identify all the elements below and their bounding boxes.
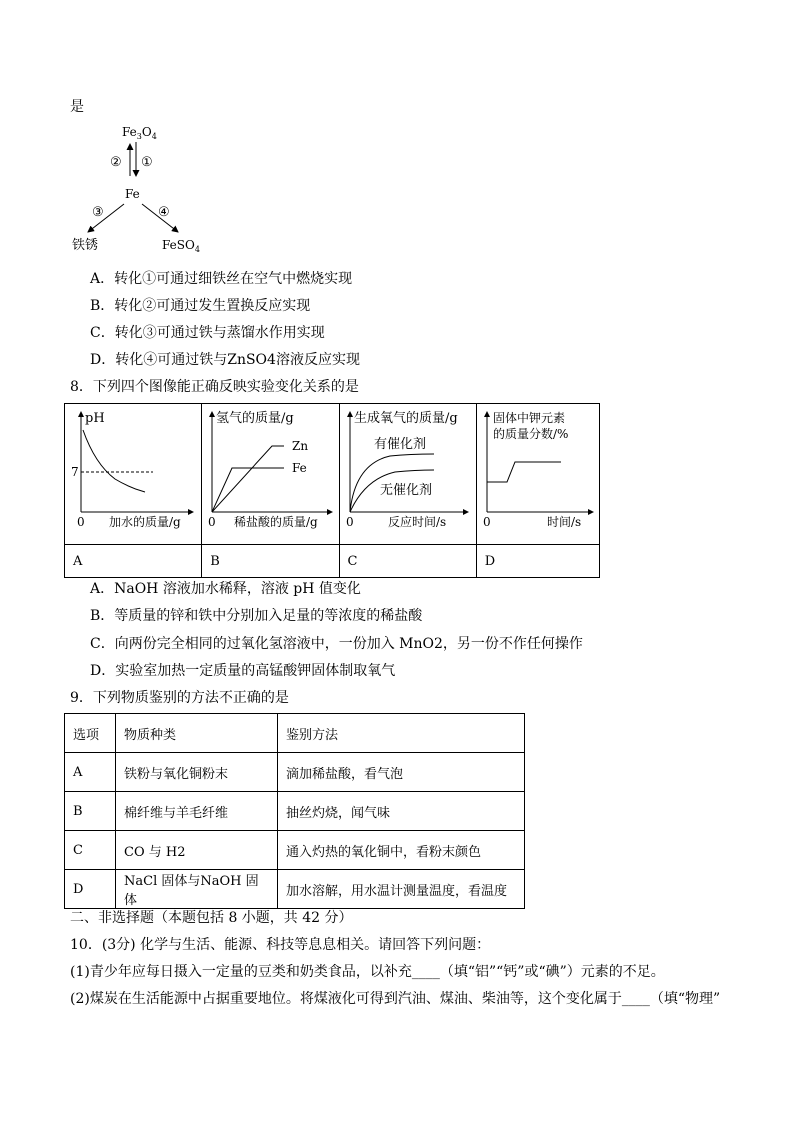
graph-c-with-label: 有催化剂 [373,437,426,452]
graph-b-xlabel: 稀盐酸的质量/g [234,515,318,529]
rust-label: 铁锈 [72,238,99,253]
num-1: ① [141,155,153,170]
q9-header-substance: 物质种类 [116,714,278,753]
graph-b [202,404,336,540]
iron-conversion-diagram [70,118,220,258]
q8-option-c: C．向两份完全相同的过氧化氢溶液中，一份加入 MnO2，另一份不作任何操作 [90,636,583,652]
q9-header-option: 选项 [65,714,116,753]
q7-option-d: D．转化④可通过铁与ZnSO4溶液反应实现 [90,352,360,368]
continued-text: 是 [70,99,84,115]
graph-a-ref: 7 [71,465,79,479]
fe-label: Fe [125,187,140,201]
q10-stem: 10．(3分) 化学与生活、能源、科技等息息相关。请回答下列问题： [70,937,491,953]
graph-a-xlabel: 加水的质量/g [109,515,181,529]
q7-option-c: C．转化③可通过铁与蒸馏水作用实现 [90,325,325,341]
q8-graph-table [64,403,600,578]
graph-b-zn-label: Zn [292,439,309,453]
num-4: ④ [158,205,170,220]
label-a: A [65,545,202,578]
q8-option-a: A．NaOH 溶液加水稀释，溶液 pH 值变化 [90,581,361,597]
graph-b-zn [212,468,284,512]
graph-d-origin: 0 [482,515,491,529]
q9-stem: 9．下列物质鉴别的方法不正确的是 [70,690,289,706]
q8-stem: 8．下列四个图像能正确反映实验变化关系的是 [70,379,359,395]
table-row: A 铁粉与氧化铜粉末 滴加稀盐酸，看气泡 [65,753,525,792]
graph-b-origin: 0 [208,515,216,529]
graph-a-curve [83,430,145,492]
table-row: C CO 与 H2 通入灼热的氧化铜中，看粉末颜色 [65,831,525,870]
graph-b-ylabel: 氢气的质量/g [216,411,294,426]
graph-d-ylabel-1: 固体中钾元素 [492,411,565,425]
num-3: ③ [92,205,104,220]
label-c: C [339,545,476,578]
graph-c [340,404,474,540]
label-d: D [476,545,599,578]
q7-option-a: A．转化①可通过细铁丝在空气中燃烧实现 [90,271,353,287]
section-2-heading: 二、非选择题（本题包括 8 小题，共 42 分） [70,910,353,926]
q10-part-2: (2)煤炭在生活能源中占据重要地位。将煤液化可得到汽油、煤油、柴油等，这个变化属于____（填“物理” [70,991,721,1007]
graph-b-fe [212,446,284,512]
fe3o4-label: $Fe_3O_4$ [122,125,157,141]
q9-header-method: 鉴别方法 [278,714,525,753]
table-row: B 棉纤维与羊毛纤维 抽丝灼烧，闻气味 [65,792,525,831]
feso4-label: FeSO$_4$ [162,238,200,254]
table-row: D NaCl 固体与NaOH 固体 加水溶解，用水温计测量温度，看温度 [65,870,525,909]
graph-c-origin: 0 [345,515,354,529]
graph-d-xlabel: 时间/s [546,515,581,529]
q7-option-b: B．转化②可通过发生置换反应实现 [90,298,311,314]
graph-a [65,404,199,540]
q10-part-1: (1)青少年应每日摄入一定量的豆类和奶类食品，以补充____（填“铝”“钙”或“碘”）元素的不足。 [70,964,665,980]
graph-c-ylabel: 生成氧气的质量/g [353,411,458,426]
q9-table [64,713,525,909]
graph-a-ylabel: pH [85,411,105,426]
graph-b-fe-label: Fe [292,461,308,475]
label-b: B [202,545,339,578]
q8-option-b: B．等质量的锌和铁中分别加入足量的等浓度的稀盐酸 [90,608,423,624]
graph-d-line [487,462,561,482]
num-2: ② [110,155,122,170]
graph-a-origin: 0 [77,515,85,529]
graph-c-no-label: 无催化剂 [379,483,432,498]
graph-d-ylabel-2: 的质量分数/% [492,427,569,441]
graph-d [477,404,597,540]
graph-c-xlabel: 反应时间/s [387,515,446,529]
q8-option-d: D．实验室加热一定质量的高锰酸钾固体制取氧气 [90,663,396,679]
